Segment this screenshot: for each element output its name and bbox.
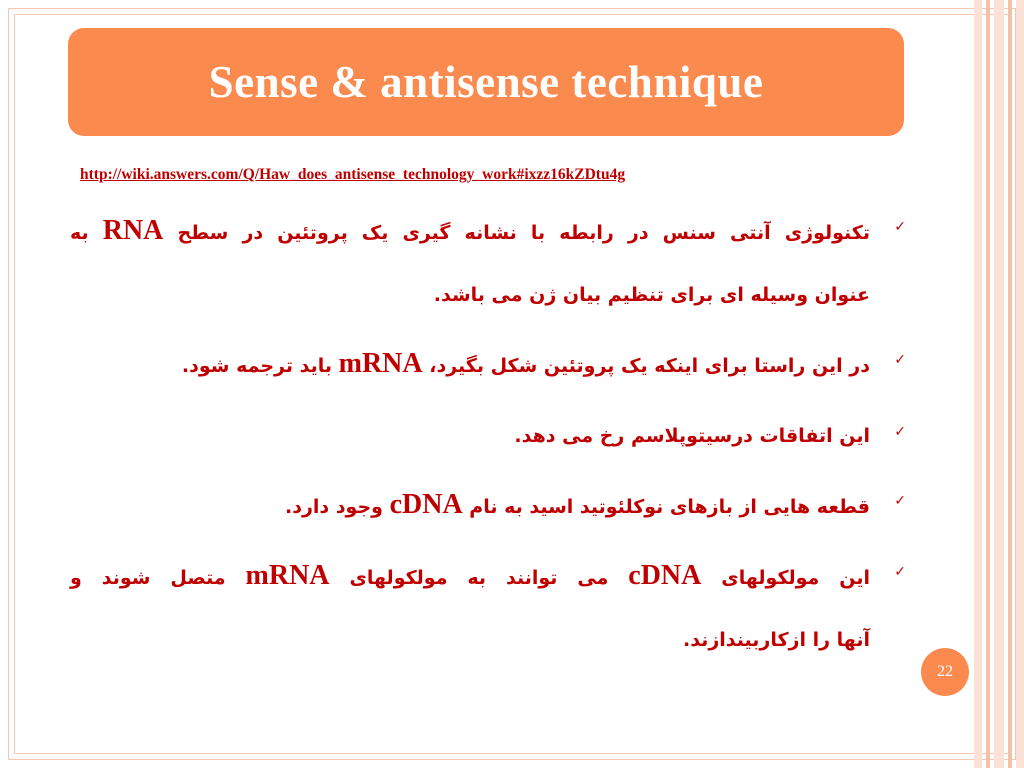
decor-stripe [1008, 0, 1012, 768]
page-number: 22 [937, 663, 953, 680]
bullet-text: این مولکولهای [701, 567, 870, 589]
bullet-text: متصل شوند و [70, 567, 246, 589]
bullet-term: mRNA [245, 560, 330, 591]
checkmark-icon: ✓ [894, 424, 906, 440]
checkmark-icon: ✓ [894, 219, 906, 235]
bullet-text: باید ترجمه شود. [181, 355, 339, 377]
source-link[interactable]: http://wiki.answers.com/Q/Haw_does_antisense_technology_work#ixzz16kZDtu4g [80, 166, 626, 183]
bullet-term: cDNA [389, 489, 463, 520]
bullet-text: وجود دارد. [285, 496, 390, 518]
list-item [70, 332, 906, 396]
bullet-term: cDNA [628, 560, 702, 591]
bullet-text: می توانند به مولکولهای [329, 567, 629, 589]
checkmark-icon: ✓ [894, 352, 906, 368]
decor-stripe [994, 0, 1004, 768]
bullet-line: عنوان وسیله ای برای تنظیم بیان ژن می باشد. [433, 284, 870, 306]
decor-stripe [1016, 0, 1024, 768]
bullet-text: تکنولوژی آنتی سنس در رابطه با نشانه گیری یک پروتئین در سطح [163, 222, 870, 244]
bullet-line: آنها را ازکاربیندازند. [683, 629, 870, 651]
bullet-text: قطعه هایی از بازهای نوکلئوتید اسید به نام [462, 496, 870, 518]
checkmark-icon: ✓ [894, 564, 906, 580]
list-item [70, 199, 906, 327]
bullet-line: این اتفاقات درسیتوپلاسم رخ می دهد. [514, 425, 870, 447]
bullet-line [70, 544, 900, 608]
bullet-line [70, 473, 900, 537]
checkmark-icon: ✓ [894, 493, 906, 509]
bullet-line [70, 332, 900, 396]
bullet-text: در این راستا برای اینکه یک پروتئین شکل بگیرد، [422, 355, 870, 377]
bullet-text: به [70, 222, 103, 244]
bullet-term: mRNA [338, 348, 423, 379]
page-number-badge [921, 648, 969, 696]
bullet-line [70, 199, 900, 263]
list-item [70, 544, 906, 672]
decor-stripe [974, 0, 982, 768]
slide-title: Sense & antisense technique [208, 57, 764, 107]
title-banner [68, 28, 904, 136]
list-item [70, 404, 906, 468]
decor-stripe [986, 0, 990, 768]
bullet-term: RNA [102, 215, 164, 246]
list-item [70, 473, 906, 537]
